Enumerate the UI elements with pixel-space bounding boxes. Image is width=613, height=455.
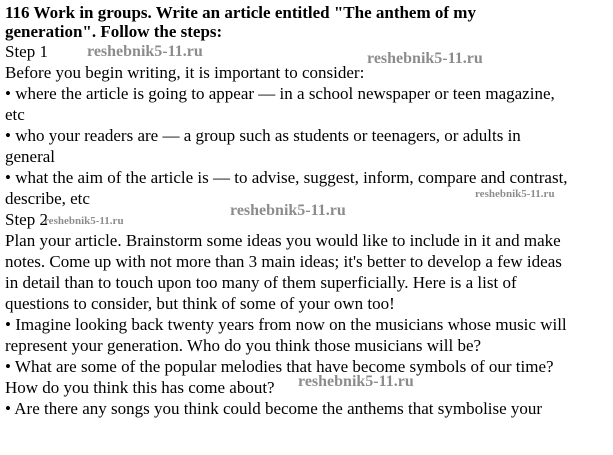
exercise-title-line-1: 116 Work in groups. Write an article entitled "The anthem of my	[5, 3, 476, 22]
step-2-heading: Step 2	[5, 210, 48, 229]
plan-paragraph-line-1: Plan your article. Brainstorm some ideas you would like to include in it and make	[5, 231, 561, 250]
bullet-songs-line-1: • Are there any songs you think could become the anthems that symbolise your	[5, 399, 543, 418]
watermark: reshebnik5-11.ru	[298, 373, 414, 390]
step-1-heading: Step 1	[5, 42, 48, 61]
exercise-title-line-2: generation". Follow the steps:	[5, 22, 223, 41]
step-1-intro: Before you begin writing, it is important to consider:	[5, 63, 365, 82]
plan-paragraph-line-2: notes. Come up with not more than 3 main ideas; it's better to develop a few ideas	[5, 252, 562, 271]
bullet-melodies-line-2: How do you think this has come about?	[5, 378, 275, 397]
bullet-imagine-line-2: represent your generation. Who do you think those musicians will be?	[5, 336, 482, 355]
bullet-where-line-2: etc	[5, 105, 25, 124]
watermark: reshebnik5-11.ru	[230, 202, 346, 219]
watermark: reshebnik5-11.ru	[475, 188, 555, 200]
bullet-who-line-2: general	[5, 147, 56, 166]
bullet-aim-line-1: • what the aim of the article is — to advise, suggest, inform, compare and contrast,	[5, 168, 568, 187]
bullet-imagine-line-1: • Imagine looking back twenty years from now on the musicians whose music will	[5, 315, 567, 334]
bullet-melodies-line-1: • What are some of the popular melodies that have become symbols of our time?	[5, 357, 554, 376]
watermark: reshebnik5-11.ru	[44, 215, 124, 227]
plan-paragraph-line-3: in detail than to touch upon too many of them superficially. Here is a list of	[5, 273, 517, 292]
bullet-where-line-1: • where the article is going to appear — in a school newspaper or teen magazine,	[5, 84, 555, 103]
watermark: reshebnik5-11.ru	[87, 43, 203, 60]
watermark: reshebnik5-11.ru	[367, 50, 483, 67]
bullet-who-line-1: • who your readers are — a group such as students or teenagers, or adults in	[5, 126, 521, 145]
bullet-aim-line-2: describe, etc	[5, 189, 90, 208]
plan-paragraph-line-4: questions to consider, but think of some of your own too!	[5, 294, 395, 313]
